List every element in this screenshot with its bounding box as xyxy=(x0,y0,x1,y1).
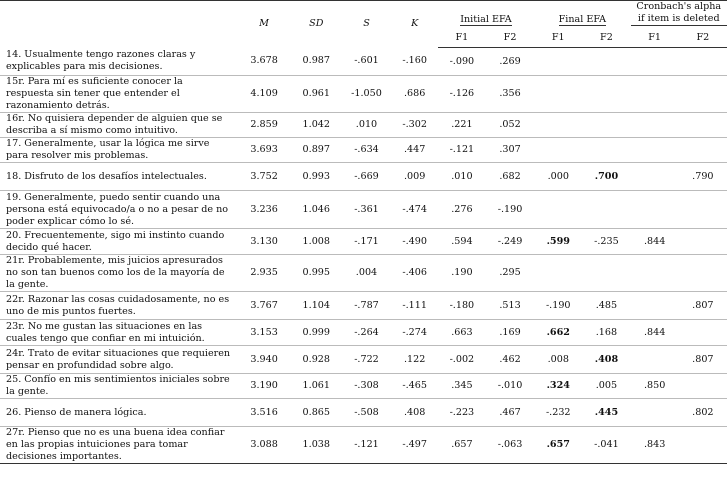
kurtosis-value: -.490 xyxy=(392,229,438,255)
mean-value: 3.130 xyxy=(237,229,291,255)
kurtosis-value: -.302 xyxy=(392,113,438,138)
table-header xyxy=(0,1,727,48)
table-row xyxy=(0,113,727,138)
kurtosis-value: -.111 xyxy=(392,292,438,320)
table-row xyxy=(0,229,727,255)
alpha-f2-value xyxy=(679,320,727,346)
initial-f2-value: .307 xyxy=(486,138,534,163)
sd-value: 0.993 xyxy=(291,163,341,191)
skew-value: -.171 xyxy=(341,229,391,255)
alpha-f1-value xyxy=(631,76,679,113)
initial-f1-value: .276 xyxy=(438,191,486,229)
alpha-f2-value xyxy=(679,191,727,229)
mean-value: 3.088 xyxy=(237,427,291,464)
initial-f1-value: -.223 xyxy=(438,399,486,427)
mean-value: 3.236 xyxy=(237,191,291,229)
header-final-f2: F2 xyxy=(582,29,630,48)
final-f2-value xyxy=(582,255,630,292)
skew-value: .010 xyxy=(341,113,391,138)
final-f2-value xyxy=(582,191,630,229)
final-f2-value: .700 xyxy=(582,163,630,191)
mean-value: 4.109 xyxy=(237,76,291,113)
initial-f2-value: .169 xyxy=(486,320,534,346)
table-body xyxy=(0,48,727,464)
final-f1-value: .000 xyxy=(534,163,582,191)
header-cronbach-line2: if item is deleted xyxy=(631,13,727,26)
kurtosis-value: .686 xyxy=(392,76,438,113)
initial-f1-value: .221 xyxy=(438,113,486,138)
alpha-f2-value: .807 xyxy=(679,346,727,374)
alpha-f2-value xyxy=(679,76,727,113)
header-cronbach-line1: Cronbach's alpha xyxy=(636,1,722,12)
skew-value: -.308 xyxy=(341,374,391,399)
kurtosis-value: .009 xyxy=(392,163,438,191)
final-f1-value: .599 xyxy=(534,229,582,255)
skew-value: -.508 xyxy=(341,399,391,427)
alpha-f2-value: .802 xyxy=(679,399,727,427)
initial-f2-value: .682 xyxy=(486,163,534,191)
header-initial-f1: F1 xyxy=(438,29,486,48)
table-row xyxy=(0,163,727,191)
initial-f2-value: .356 xyxy=(486,76,534,113)
final-f2-value: .168 xyxy=(582,320,630,346)
alpha-f1-value: .843 xyxy=(631,427,679,464)
skew-value: -.361 xyxy=(341,191,391,229)
table-row xyxy=(0,399,727,427)
final-f2-value xyxy=(582,48,630,76)
initial-f1-value: -.121 xyxy=(438,138,486,163)
final-f2-value: -.235 xyxy=(582,229,630,255)
table-row xyxy=(0,138,727,163)
initial-f2-value: -.190 xyxy=(486,191,534,229)
final-f2-value xyxy=(582,76,630,113)
item-text: 23r. No me gustan las situaciones en las cuales tengo que confiar en mi intuición. xyxy=(0,320,237,346)
skew-value: -.601 xyxy=(341,48,391,76)
kurtosis-value: -.274 xyxy=(392,320,438,346)
table-row xyxy=(0,255,727,292)
item-text: 27r. Pienso que no es una buena idea confiar en las propias intuiciones para tomar decisiones importantes. xyxy=(0,427,237,464)
initial-f1-value: -.126 xyxy=(438,76,486,113)
alpha-f2-value xyxy=(679,48,727,76)
initial-f1-value: .663 xyxy=(438,320,486,346)
alpha-f1-value xyxy=(631,255,679,292)
alpha-f2-value xyxy=(679,374,727,399)
skew-value: -.669 xyxy=(341,163,391,191)
alpha-f1-value xyxy=(631,191,679,229)
header-s: S xyxy=(341,1,391,48)
item-text: 26. Pienso de manera lógica. xyxy=(0,399,237,427)
header-initial-efa: Initial EFA xyxy=(438,1,534,30)
final-f1-value xyxy=(534,255,582,292)
final-f2-value xyxy=(582,113,630,138)
header-sd: SD xyxy=(291,1,341,48)
mean-value: 3.940 xyxy=(237,346,291,374)
initial-f1-value: -.180 xyxy=(438,292,486,320)
item-header xyxy=(0,1,237,48)
alpha-f1-value xyxy=(631,163,679,191)
sd-value: 1.061 xyxy=(291,374,341,399)
sd-value: 1.008 xyxy=(291,229,341,255)
header-alpha-f2: F2 xyxy=(679,29,727,48)
alpha-f2-value xyxy=(679,229,727,255)
kurtosis-value: -.474 xyxy=(392,191,438,229)
alpha-f1-value xyxy=(631,113,679,138)
kurtosis-value: .408 xyxy=(392,399,438,427)
sd-value: 0.961 xyxy=(291,76,341,113)
item-text: 25. Confío en mis sentimientos iniciales sobre la gente. xyxy=(0,374,237,399)
header-alpha-f1: F1 xyxy=(631,29,679,48)
initial-f2-value: -.063 xyxy=(486,427,534,464)
initial-f1-value: -.090 xyxy=(438,48,486,76)
mean-value: 3.516 xyxy=(237,399,291,427)
alpha-f2-value xyxy=(679,427,727,464)
item-text: 20. Frecuentemente, sigo mi instinto cuando decido qué hacer. xyxy=(0,229,237,255)
alpha-f1-value xyxy=(631,399,679,427)
sd-value: 0.995 xyxy=(291,255,341,292)
mean-value: 3.693 xyxy=(237,138,291,163)
initial-f1-value: .345 xyxy=(438,374,486,399)
final-f1-value: -.232 xyxy=(534,399,582,427)
alpha-f1-value: .850 xyxy=(631,374,679,399)
kurtosis-value: .122 xyxy=(392,346,438,374)
alpha-f1-value xyxy=(631,138,679,163)
table-row xyxy=(0,374,727,399)
item-text: 21r. Probablemente, mis juicios apresurados no son tan buenos como los de la mayoría de la gente. xyxy=(0,255,237,292)
final-f2-value: .005 xyxy=(582,374,630,399)
item-text: 16r. No quisiera depender de alguien que se describa a sí mismo como intuitivo. xyxy=(0,113,237,138)
initial-f1-value: -.002 xyxy=(438,346,486,374)
final-f1-value: .324 xyxy=(534,374,582,399)
table-row xyxy=(0,76,727,113)
header-initial-f2: F2 xyxy=(486,29,534,48)
final-f2-value xyxy=(582,138,630,163)
initial-f1-value: .657 xyxy=(438,427,486,464)
alpha-f1-value xyxy=(631,346,679,374)
mean-value: 3.752 xyxy=(237,163,291,191)
alpha-f2-value xyxy=(679,255,727,292)
initial-f2-value: -.249 xyxy=(486,229,534,255)
item-text: 18. Disfruto de los desafíos intelectuales. xyxy=(0,163,237,191)
final-f1-value xyxy=(534,191,582,229)
table-row xyxy=(0,320,727,346)
item-text: 14. Usualmente tengo razones claras y explicables para mis decisiones. xyxy=(0,48,237,76)
initial-f1-value: .010 xyxy=(438,163,486,191)
item-text: 24r. Trato de evitar situaciones que requieren pensar en profundidad sobre algo. xyxy=(0,346,237,374)
item-text: 19. Generalmente, puedo sentir cuando una persona está equivocado/a o no a pesar de no poder explicar cómo lo sé. xyxy=(0,191,237,229)
table-row xyxy=(0,427,727,464)
skew-value: -.121 xyxy=(341,427,391,464)
final-f1-value xyxy=(534,138,582,163)
header-final-f1: F1 xyxy=(534,29,582,48)
initial-f2-value: .295 xyxy=(486,255,534,292)
item-text: 22r. Razonar las cosas cuidadosamente, no es uno de mis puntos fuertes. xyxy=(0,292,237,320)
table-row xyxy=(0,191,727,229)
sd-value: 1.046 xyxy=(291,191,341,229)
item-text: 17. Generalmente, usar la lógica me sirve para resolver mis problemas. xyxy=(0,138,237,163)
table-row xyxy=(0,48,727,76)
mean-value: 2.859 xyxy=(237,113,291,138)
header-final-efa: Final EFA xyxy=(534,1,630,30)
alpha-f1-value: .844 xyxy=(631,320,679,346)
sd-value: 0.999 xyxy=(291,320,341,346)
initial-f1-value: .594 xyxy=(438,229,486,255)
skew-value: -.264 xyxy=(341,320,391,346)
initial-f2-value: .269 xyxy=(486,48,534,76)
initial-f1-value: .190 xyxy=(438,255,486,292)
kurtosis-value: -.406 xyxy=(392,255,438,292)
skew-value: .004 xyxy=(341,255,391,292)
final-f1-value xyxy=(534,48,582,76)
sd-value: 1.038 xyxy=(291,427,341,464)
skew-value: -1.050 xyxy=(341,76,391,113)
mean-value: 3.153 xyxy=(237,320,291,346)
alpha-f1-value: .844 xyxy=(631,229,679,255)
final-f2-value: .485 xyxy=(582,292,630,320)
sd-value: 0.987 xyxy=(291,48,341,76)
alpha-f2-value: .790 xyxy=(679,163,727,191)
kurtosis-value: -.465 xyxy=(392,374,438,399)
item-text: 15r. Para mí es suficiente conocer la respuesta sin tener que entender el razonamiento detrás. xyxy=(0,76,237,113)
initial-f2-value: .462 xyxy=(486,346,534,374)
alpha-f2-value: .807 xyxy=(679,292,727,320)
kurtosis-value: -.497 xyxy=(392,427,438,464)
initial-f2-value: .513 xyxy=(486,292,534,320)
sd-value: 0.897 xyxy=(291,138,341,163)
final-f1-value xyxy=(534,76,582,113)
sd-value: 0.865 xyxy=(291,399,341,427)
final-f1-value xyxy=(534,113,582,138)
table-row xyxy=(0,292,727,320)
header-cronbach xyxy=(631,1,727,30)
skew-value: -.787 xyxy=(341,292,391,320)
sd-value: 1.042 xyxy=(291,113,341,138)
initial-f2-value: .052 xyxy=(486,113,534,138)
sd-value: 1.104 xyxy=(291,292,341,320)
mean-value: 3.767 xyxy=(237,292,291,320)
table-row xyxy=(0,346,727,374)
header-m: M xyxy=(237,1,291,48)
final-f1-value: -.190 xyxy=(534,292,582,320)
final-f1-value: .657 xyxy=(534,427,582,464)
mean-value: 2.935 xyxy=(237,255,291,292)
final-f2-value: -.041 xyxy=(582,427,630,464)
final-f1-value: .662 xyxy=(534,320,582,346)
kurtosis-value: .447 xyxy=(392,138,438,163)
skew-value: -.634 xyxy=(341,138,391,163)
sd-value: 0.928 xyxy=(291,346,341,374)
final-f1-value: .008 xyxy=(534,346,582,374)
alpha-f1-value xyxy=(631,292,679,320)
kurtosis-value: -.160 xyxy=(392,48,438,76)
final-f2-value: .408 xyxy=(582,346,630,374)
skew-value: -.722 xyxy=(341,346,391,374)
alpha-f2-value xyxy=(679,113,727,138)
header-k: K xyxy=(392,1,438,48)
mean-value: 3.678 xyxy=(237,48,291,76)
alpha-f2-value xyxy=(679,138,727,163)
final-f2-value: .445 xyxy=(582,399,630,427)
alpha-f1-value xyxy=(631,48,679,76)
initial-f2-value: -.010 xyxy=(486,374,534,399)
initial-f2-value: .467 xyxy=(486,399,534,427)
mean-value: 3.190 xyxy=(237,374,291,399)
